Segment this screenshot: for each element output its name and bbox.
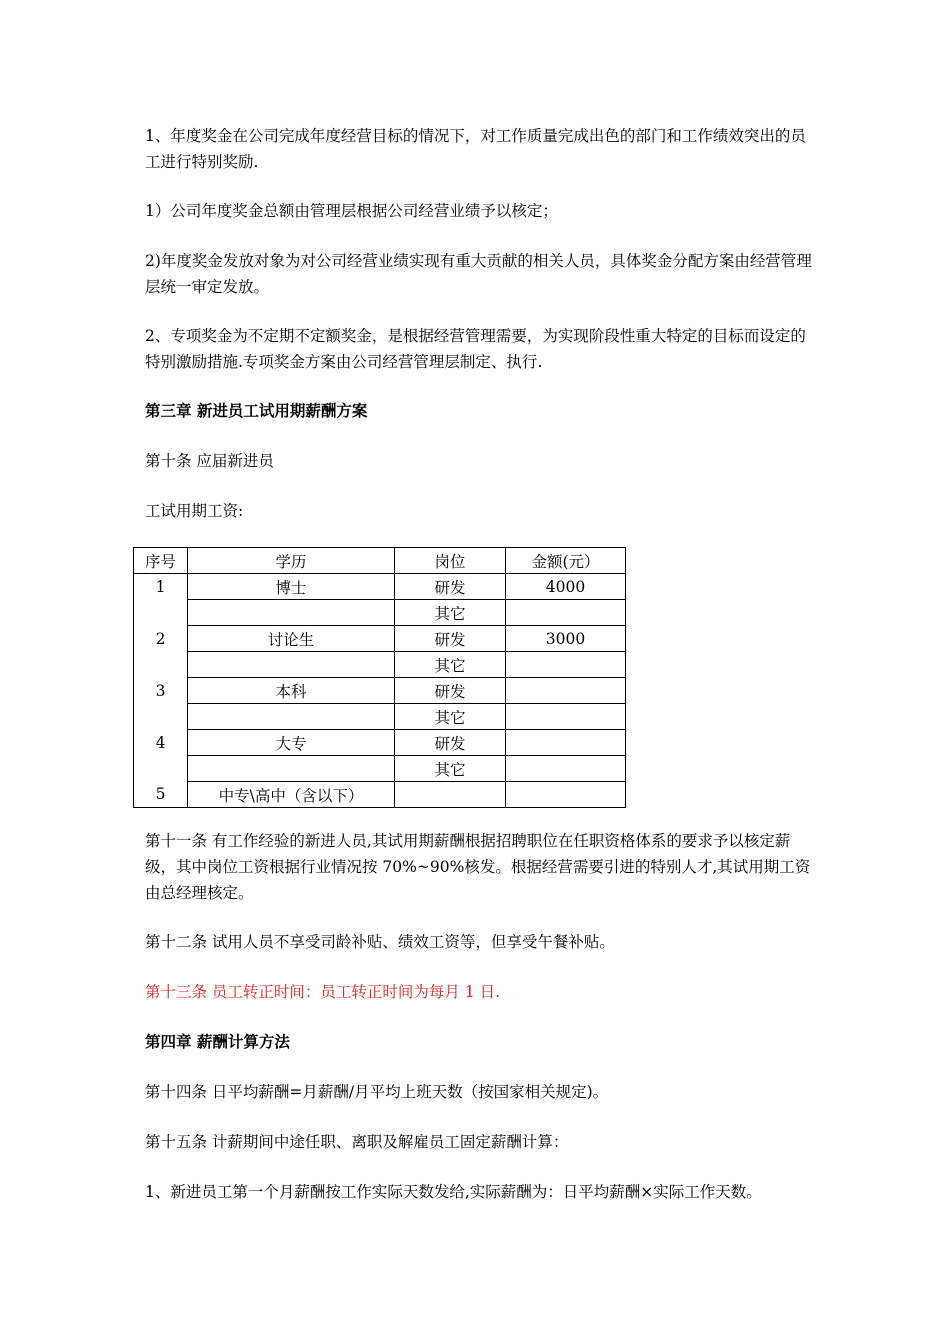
table-row xyxy=(134,626,626,652)
header-amount: 金额(元） xyxy=(506,548,626,574)
cell-position: 研发 xyxy=(395,626,506,652)
cell-education xyxy=(188,652,395,678)
cell-index: 1 xyxy=(134,574,188,600)
header-index: 序号 xyxy=(134,548,188,574)
cell-education: 本科 xyxy=(188,678,395,704)
cell-amount xyxy=(506,730,626,756)
cell-position: 其它 xyxy=(395,756,506,782)
chapter-three-heading: 第三章 新进员工试用期薪酬方案 xyxy=(145,401,368,420)
cell-index: 3 xyxy=(134,678,188,704)
cell-education: 讨论生 xyxy=(188,626,395,652)
cell-amount xyxy=(506,704,626,730)
cell-index: 5 xyxy=(134,782,188,808)
table-row xyxy=(134,600,626,626)
cell-education xyxy=(188,600,395,626)
table-row xyxy=(134,730,626,756)
cell-amount xyxy=(506,652,626,678)
paragraph-bonus-total: 1）公司年度奖金总额由管理层根据公司经营业绩予以核定； xyxy=(145,202,558,220)
cell-position: 其它 xyxy=(395,652,506,678)
cell-amount xyxy=(506,756,626,782)
paragraph-annual-bonus: 1、年度奖金在公司完成年度经营目标的情况下，对工作质量完成出色的部门和工作绩效突出的员工进行特别奖励. xyxy=(145,127,806,171)
cell-index xyxy=(134,756,188,782)
cell-position: 研发 xyxy=(395,730,506,756)
probation-salary-table xyxy=(133,547,626,808)
new-employee-salary-rule: 1、新进员工第一个月薪酬按工作实际天数发给,实际薪酬为：日平均薪酬×实际工作天数。 xyxy=(145,1183,762,1201)
article-thirteen: 第十三条 员工转正时间：员工转正时间为每月 1 日. xyxy=(145,983,501,1001)
article-fourteen: 第十四条 日平均薪酬=月薪酬/月平均上班天数（按国家相关规定)。 xyxy=(145,1083,609,1101)
chapter-four-heading: 第四章 薪酬计算方法 xyxy=(145,1032,290,1051)
cell-amount xyxy=(506,600,626,626)
cell-position: 研发 xyxy=(395,678,506,704)
cell-education: 博士 xyxy=(188,574,395,600)
paragraph-bonus-recipients: 2)年度奖金发放对象为对公司经营业绩实现有重大贡献的相关人员，具体奖金分配方案由经营管理层统一审定发放。 xyxy=(145,252,812,296)
probation-salary-label: 工试用期工资: xyxy=(145,502,244,520)
cell-position: 其它 xyxy=(395,600,506,626)
article-twelve: 第十二条 试用人员不享受司龄补贴、绩效工资等，但享受午餐补贴。 xyxy=(145,933,615,951)
cell-index xyxy=(134,652,188,678)
cell-amount: 4000 xyxy=(506,574,626,600)
cell-index: 4 xyxy=(134,730,188,756)
cell-position: 其它 xyxy=(395,704,506,730)
table-header-row xyxy=(134,548,626,574)
article-ten: 第十条 应届新进员 xyxy=(145,452,274,470)
cell-amount xyxy=(506,782,626,808)
cell-education xyxy=(188,756,395,782)
cell-education xyxy=(188,704,395,730)
table-row xyxy=(134,678,626,704)
cell-education: 中专\高中（含以下） xyxy=(188,782,395,808)
table-row xyxy=(134,574,626,600)
table-row xyxy=(134,756,626,782)
cell-position xyxy=(395,782,506,808)
article-fifteen: 第十五条 计薪期间中途任职、离职及解雇员工固定薪酬计算： xyxy=(145,1133,569,1151)
table-row xyxy=(134,704,626,730)
table-row xyxy=(134,782,626,808)
paragraph-special-bonus: 2、专项奖金为不定期不定额奖金，是根据经营管理需要，为实现阶段性重大特定的目标而设定的特别激励措施.专项奖金方案由公司经营管理层制定、执行. xyxy=(145,327,806,371)
cell-amount xyxy=(506,678,626,704)
cell-position: 研发 xyxy=(395,574,506,600)
header-education: 学历 xyxy=(188,548,395,574)
table-row xyxy=(134,652,626,678)
article-eleven: 第十一条 有工作经验的新进人员,其试用期薪酬根据招聘职位在任职资格体系的要求予以核定薪级，其中岗位工资根据行业情况按 70%~90%核发。根据经营需要引进的特别人才,其试用期工资由总经理核定。 xyxy=(145,832,811,902)
cell-amount: 3000 xyxy=(506,626,626,652)
cell-education: 大专 xyxy=(188,730,395,756)
header-position: 岗位 xyxy=(395,548,506,574)
cell-index xyxy=(134,600,188,626)
cell-index xyxy=(134,704,188,730)
cell-index: 2 xyxy=(134,626,188,652)
